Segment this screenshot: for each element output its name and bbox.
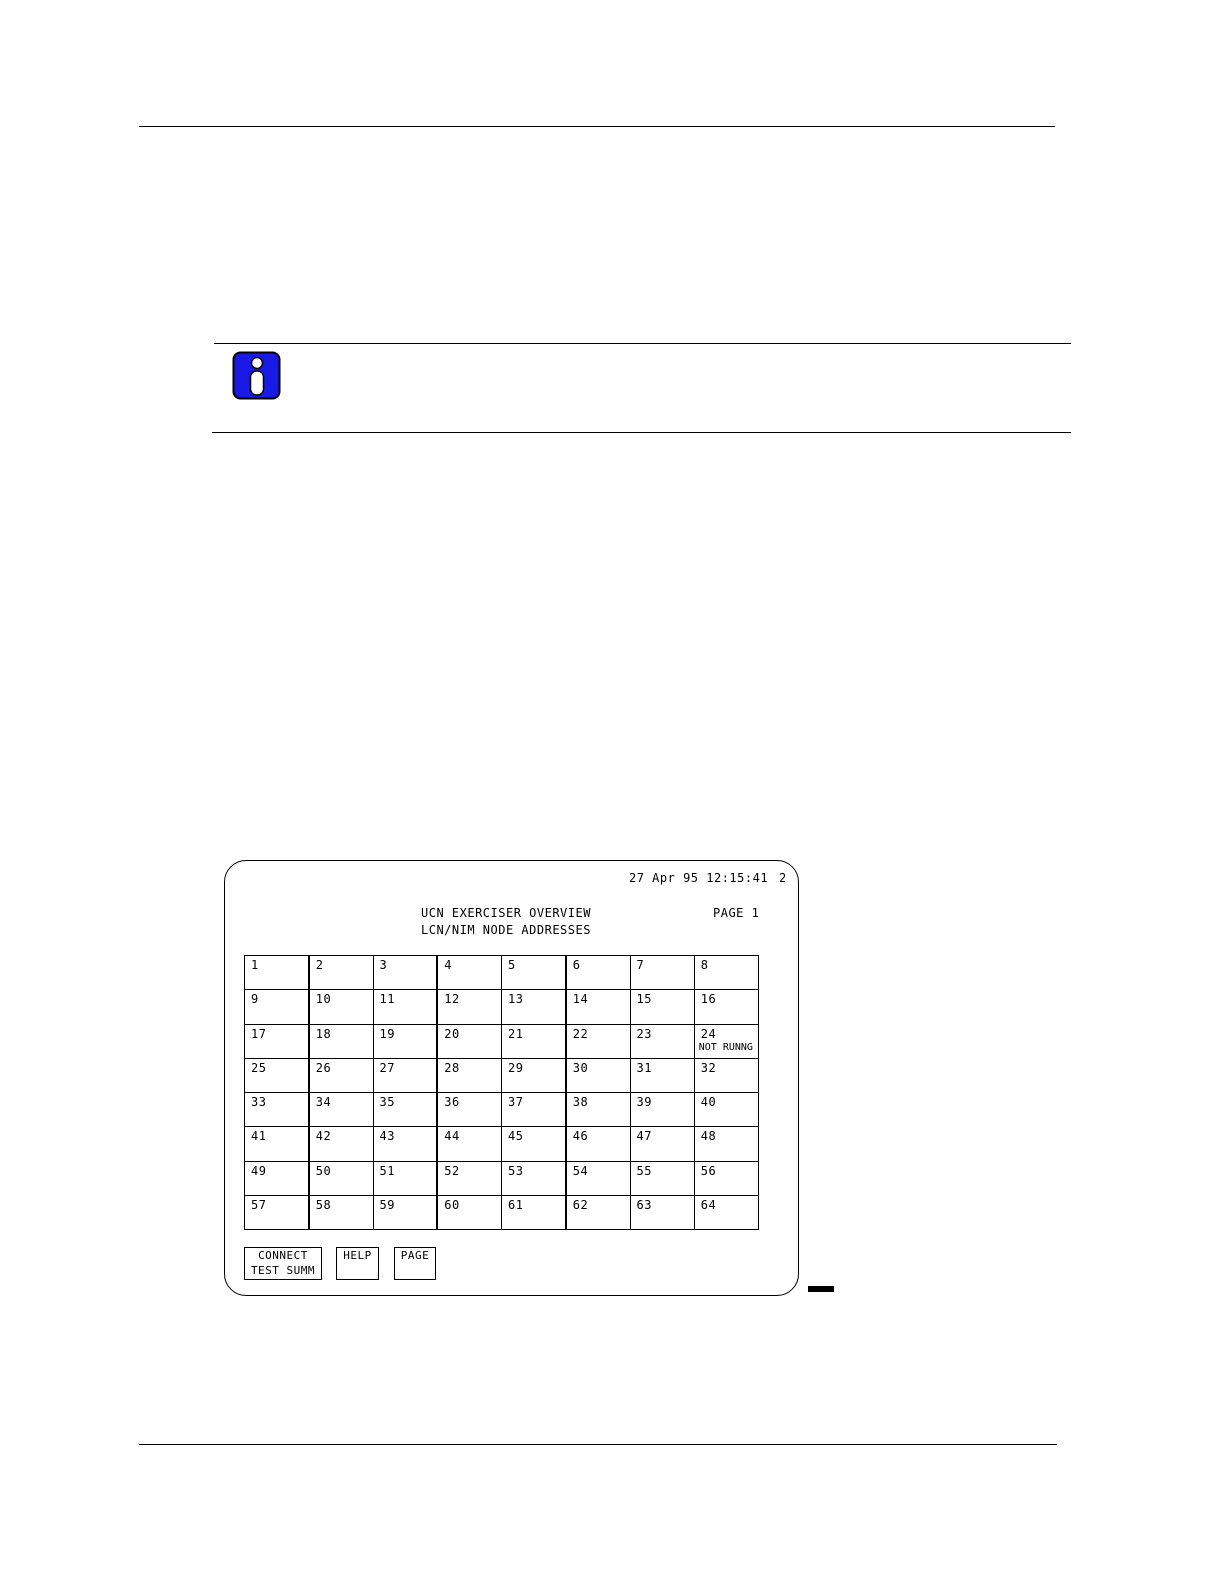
node-number: 16 [700,992,717,1007]
node-cell[interactable] [630,1058,694,1092]
node-number: 36 [444,1095,460,1109]
node-number: 55 [636,1163,652,1178]
node-cell[interactable] [566,1093,630,1127]
node-cell[interactable] [566,1127,630,1161]
node-cell[interactable] [245,1093,309,1127]
node-cell[interactable] [245,990,309,1024]
node-cell[interactable] [502,956,566,990]
grid-row [245,1161,759,1195]
page-button[interactable] [394,1247,436,1280]
grid-row [245,956,759,990]
node-cell[interactable] [309,1024,373,1058]
node-number: 1 [251,958,259,972]
node-number: 64 [700,1197,717,1212]
grid-row [245,1195,759,1229]
node-cell[interactable] [245,1161,309,1195]
node-cell[interactable] [694,956,758,990]
node-cell[interactable] [373,956,437,990]
node-cell[interactable] [245,1195,309,1229]
node-number: 17 [251,1026,267,1041]
node-number: 29 [508,1060,524,1075]
node-cell[interactable] [309,1127,373,1161]
node-number: 12 [444,992,460,1007]
node-cell[interactable] [373,1058,437,1092]
node-cell[interactable] [566,1024,630,1058]
node-number: 21 [508,1026,524,1041]
node-number: 7 [636,958,645,972]
node-number: 23 [636,1026,652,1041]
node-number: 32 [700,1060,717,1075]
node-cell[interactable] [437,1161,501,1195]
node-cell[interactable] [373,990,437,1024]
node-number: 9 [251,992,259,1007]
node-number: 56 [700,1163,717,1178]
node-cell[interactable] [502,1195,566,1229]
node-number: 47 [636,1129,652,1144]
node-number: 15 [636,992,652,1007]
node-cell[interactable] [309,1093,373,1127]
node-number: 22 [572,1026,589,1041]
grid-row [245,1127,759,1161]
node-cell[interactable] [630,1195,694,1229]
node-number: 26 [315,1060,332,1075]
node-cell[interactable] [694,1093,758,1127]
display-subtitle: LCN/NIM NODE ADDRESSES [421,923,591,937]
node-cell[interactable] [694,990,758,1024]
node-number: 38 [572,1095,589,1109]
footer-rule [139,1444,1057,1445]
node-cell[interactable] [373,1161,437,1195]
node-cell[interactable] [502,1093,566,1127]
display-page-number: 2 [779,871,787,885]
node-cell[interactable] [373,1024,437,1058]
node-number: 28 [444,1060,460,1075]
node-cell[interactable] [437,990,501,1024]
note-top-rule [214,343,1071,344]
node-number: 41 [251,1129,267,1144]
node-number: 44 [444,1129,460,1144]
node-cell[interactable] [437,1024,501,1058]
node-number: 57 [251,1197,267,1212]
node-cell[interactable] [630,990,694,1024]
node-cell[interactable] [373,1093,437,1127]
node-number: 62 [572,1197,589,1212]
connect-label: CONNECT [258,1249,308,1262]
header-rule [139,126,1055,127]
page-label: PAGE [400,1249,430,1262]
node-cell[interactable] [694,1058,758,1092]
node-cell[interactable] [630,1093,694,1127]
node-number: 52 [444,1163,460,1178]
node-cell[interactable] [373,1195,437,1229]
node-status: NOT RUNNG [698,1041,753,1053]
node-cell[interactable] [437,956,501,990]
node-cell[interactable] [245,1024,309,1058]
node-cell[interactable] [630,956,694,990]
node-number: 59 [379,1197,395,1212]
node-number: 14 [572,992,589,1007]
note-bottom-rule [212,432,1071,433]
node-cell[interactable] [245,956,309,990]
grid-row [245,1024,759,1058]
node-cell[interactable] [245,1127,309,1161]
node-number: 2 [315,958,324,972]
node-number: 60 [444,1197,460,1212]
node-number: 34 [315,1095,332,1109]
node-number: 30 [572,1060,589,1075]
node-cell[interactable] [630,1024,694,1058]
node-number: 10 [315,992,332,1007]
node-cell[interactable] [437,1127,501,1161]
node-number: 50 [315,1163,332,1178]
node-cell[interactable] [502,1058,566,1092]
node-cell[interactable] [309,1161,373,1195]
node-number: 11 [379,992,395,1007]
node-number: 51 [379,1163,395,1178]
node-number: 8 [700,958,709,972]
node-cell[interactable] [437,1195,501,1229]
node-number: 18 [315,1026,332,1041]
node-cell[interactable] [566,990,630,1024]
node-number: 37 [508,1095,524,1109]
node-number: 54 [572,1163,589,1178]
node-number: 13 [508,992,524,1007]
node-number: 45 [508,1129,524,1144]
node-cell[interactable] [309,1058,373,1092]
node-cell[interactable] [694,1161,758,1195]
node-number: 58 [315,1197,332,1212]
help-button[interactable] [336,1247,379,1280]
node-cell[interactable] [630,1161,694,1195]
node-number: 40 [700,1095,717,1109]
node-cell[interactable] [694,1127,758,1161]
node-number: 20 [444,1026,460,1041]
node-cell[interactable] [502,1127,566,1161]
ucn-exerciser-display [224,860,799,1296]
grid-row [245,990,759,1024]
node-number: 19 [379,1026,395,1041]
node-cell[interactable] [630,1127,694,1161]
node-number: 53 [508,1163,524,1178]
node-number: 43 [379,1129,395,1144]
node-number: 27 [379,1060,395,1075]
node-number: 46 [572,1129,589,1144]
display-timestamp: 27 Apr 95 12:15:41 [629,871,769,885]
node-cell[interactable] [309,956,373,990]
grid-row [245,1093,759,1127]
node-number: 4 [444,958,452,972]
node-cell[interactable] [566,956,630,990]
node-number: 48 [700,1129,717,1144]
node-cell[interactable] [309,990,373,1024]
node-number: 33 [251,1095,267,1109]
node-cell[interactable] [309,1195,373,1229]
figure-id-mark [808,1286,834,1292]
node-address-grid [244,955,759,1230]
info-icon [232,351,282,401]
node-number: 39 [636,1095,652,1109]
node-cell[interactable] [566,1058,630,1092]
node-number: 25 [251,1060,267,1075]
display-title: UCN EXERCISER OVERVIEW [421,906,591,920]
node-cell[interactable] [245,1058,309,1092]
node-cell[interactable] [502,1161,566,1195]
node-number: 63 [636,1197,652,1212]
node-number: 6 [572,958,581,972]
node-cell[interactable] [566,1195,630,1229]
node-number: 61 [508,1197,524,1212]
node-cell[interactable] [502,1024,566,1058]
connect-test-summ-button[interactable] [244,1247,322,1280]
help-label: HELP [343,1249,372,1262]
node-number: 49 [251,1163,267,1178]
node-cell[interactable] [437,1093,501,1127]
node-number: 31 [636,1060,652,1075]
node-number: 3 [379,958,388,972]
test-summ-label: TEST SUMM [250,1264,316,1277]
node-cell[interactable] [373,1127,437,1161]
node-cell[interactable] [437,1058,501,1092]
node-number: 35 [379,1095,395,1109]
node-cell[interactable] [566,1161,630,1195]
node-number: 42 [315,1129,332,1144]
node-cell[interactable] [694,1024,758,1058]
node-number: 24 [700,1026,717,1041]
node-number: 5 [508,958,516,972]
node-cell[interactable] [694,1195,758,1229]
node-cell[interactable] [502,990,566,1024]
grid-row [245,1058,759,1092]
display-page-label: PAGE 1 [713,906,760,920]
